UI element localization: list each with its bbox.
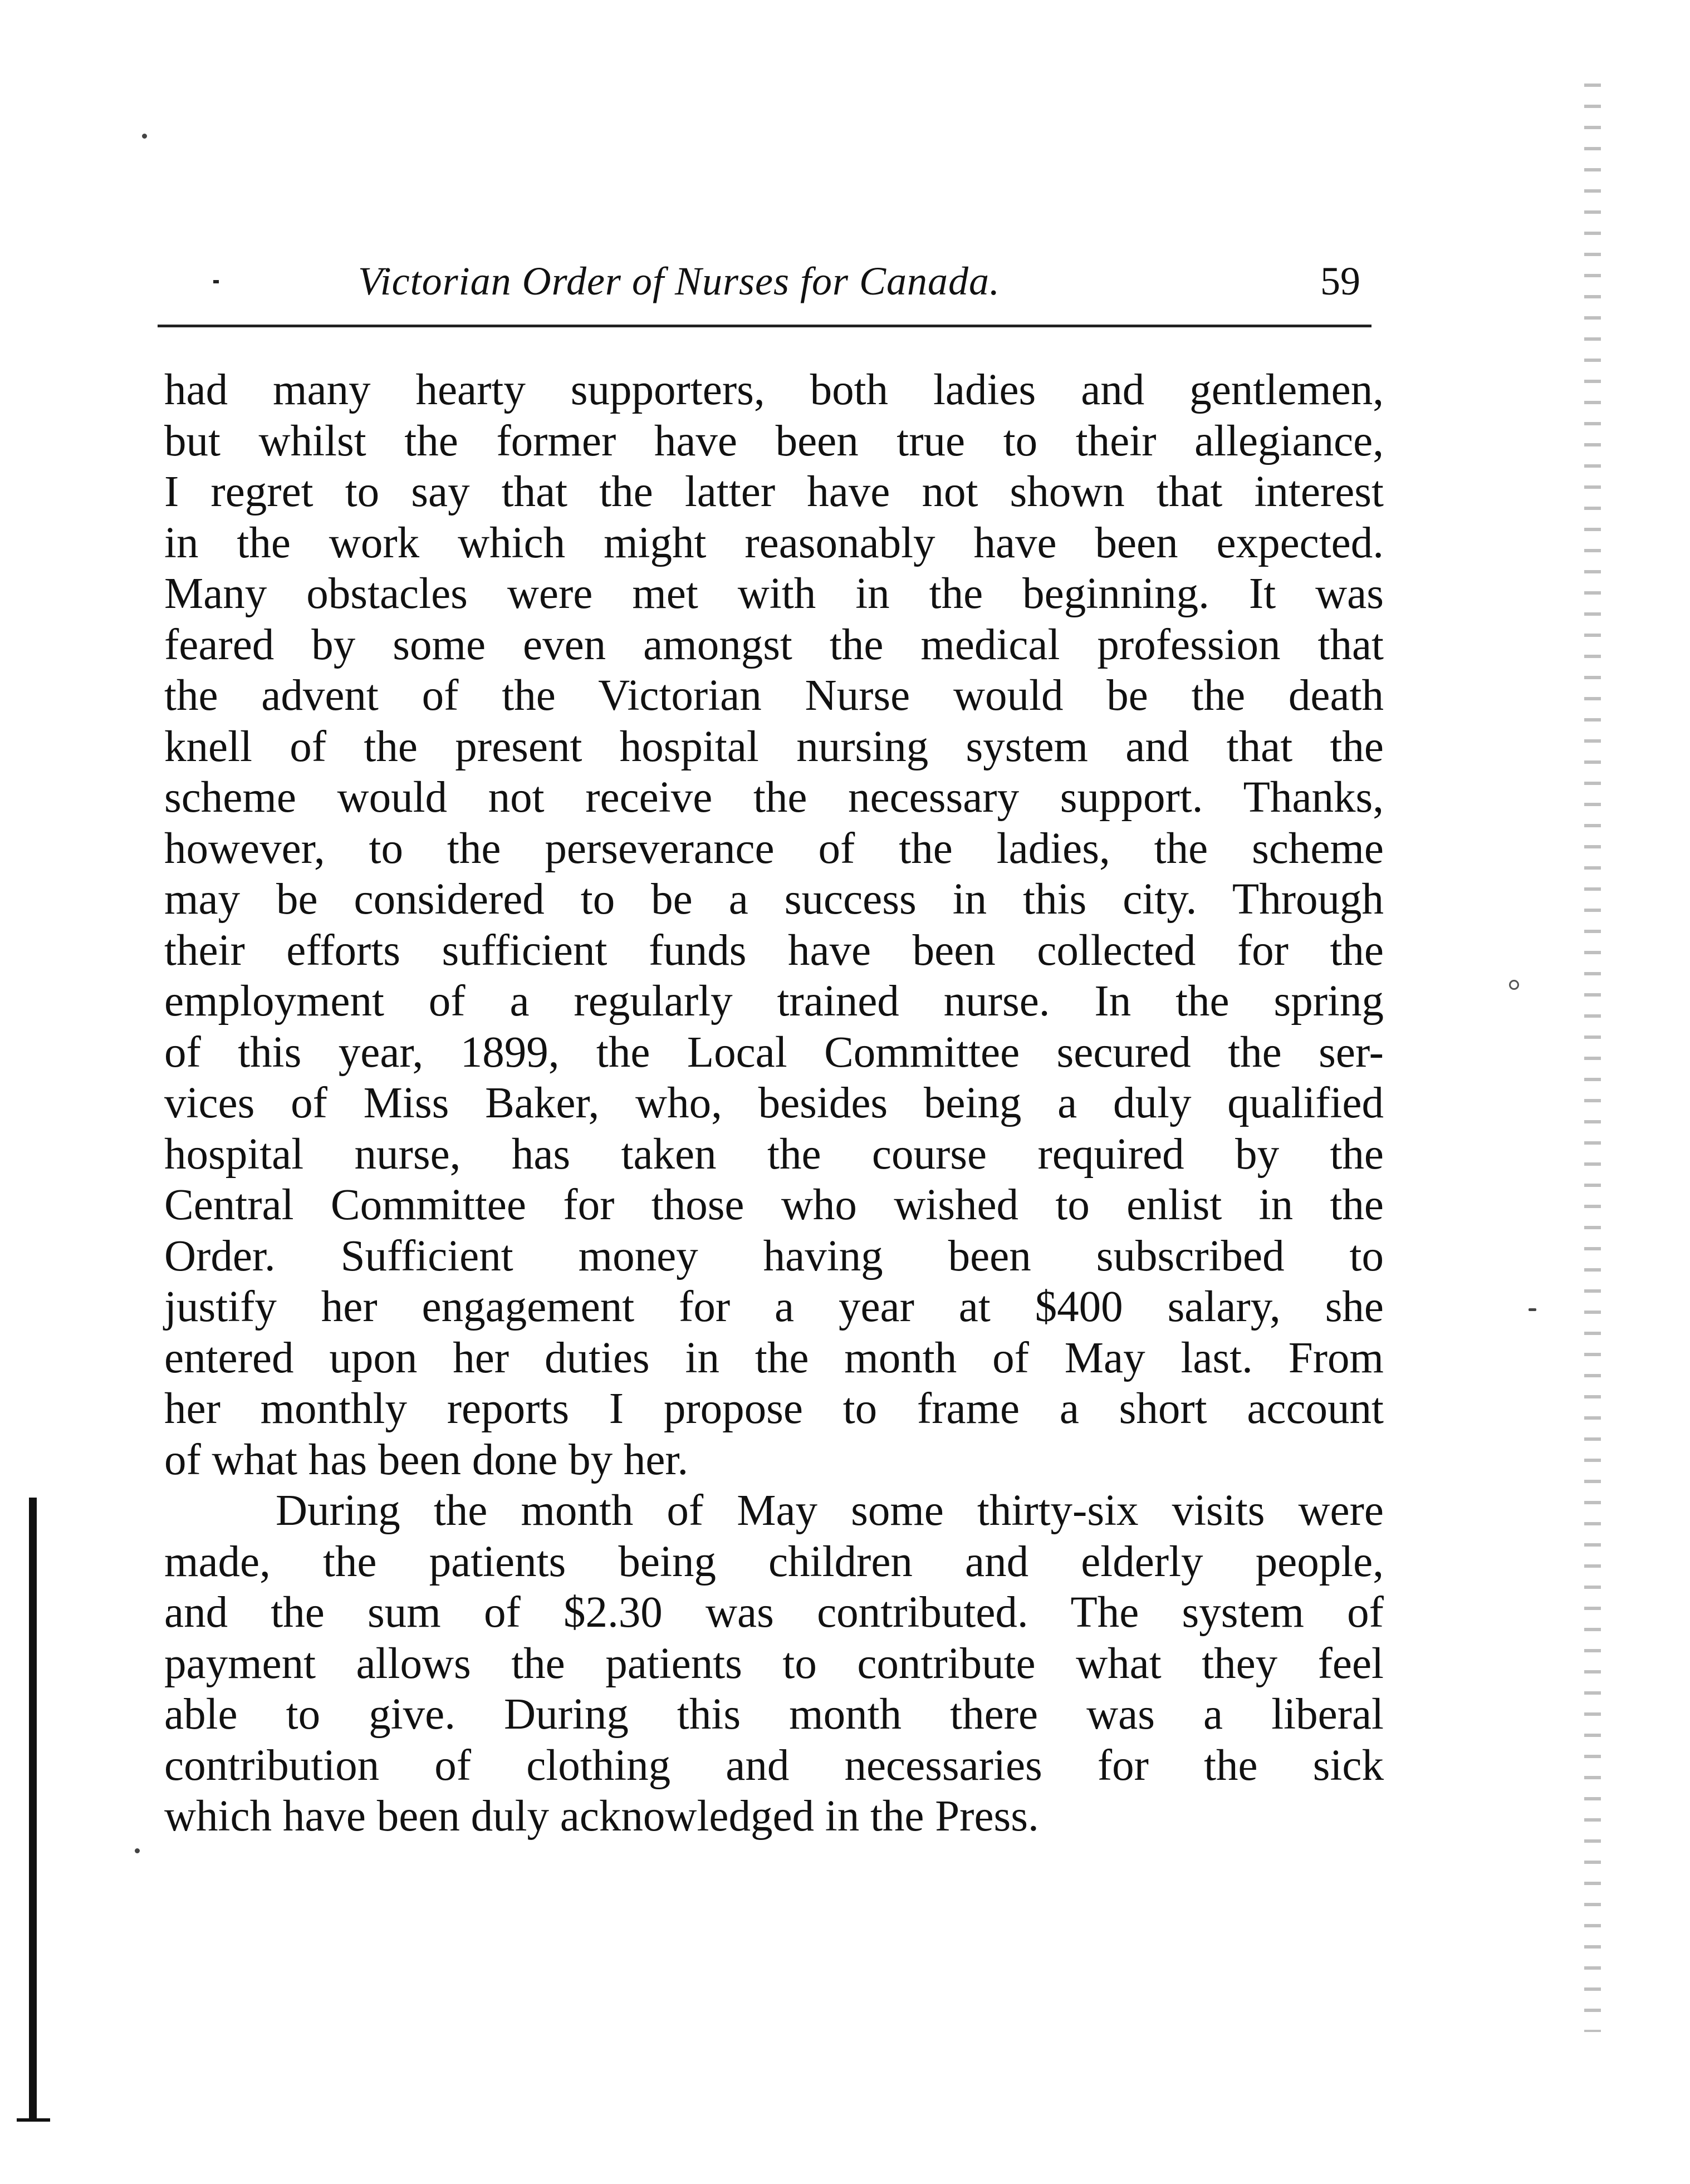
text-line: however, to the perseverance of the ladies, the scheme (164, 824, 1384, 873)
text-line-indented: During the month of May some thirty-six visits were (276, 1486, 1384, 1535)
text-line: had many hearty supporters, both ladies and gentlemen, (164, 366, 1384, 414)
text-line: justify her engagement for a year at $400 salary, she (164, 1283, 1384, 1331)
running-title: Victorian Order of Nurses for Canada. (358, 259, 1001, 303)
text-line: of this year, 1899, the Local Committee secured the ser- (164, 1028, 1384, 1077)
scan-edge-noise (1584, 84, 1601, 2032)
text-line: in the work which might reasonably have been expected. (164, 518, 1384, 567)
ornament-dot (213, 280, 219, 283)
text-line: payment allows the patients to contribute what they feel (164, 1639, 1384, 1688)
text-line: knell of the present hospital nursing system and that the (164, 722, 1384, 771)
text-line: but whilst the former have been true to their allegiance, (164, 416, 1384, 465)
text-line: scheme would not receive the necessary support. Thanks, (164, 773, 1384, 822)
margin-bar-foot (17, 2118, 50, 2122)
scan-speck (142, 134, 147, 139)
text-line: employment of a regularly trained nurse. In the spring (164, 977, 1384, 1025)
text-line: able to give. During this month there was a liberal (164, 1690, 1384, 1739)
scan-speck (1529, 1308, 1536, 1311)
header-rule (158, 325, 1371, 327)
text-line: hospital nurse, has taken the course required by the (164, 1130, 1384, 1179)
text-line: and the sum of $2.30 was contributed. The system of (164, 1588, 1384, 1637)
running-head (158, 253, 1371, 315)
text-line: feared by some even amongst the medical profession that (164, 620, 1384, 669)
margin-bar (29, 1498, 37, 2121)
text-line: which have been duly acknowledged in the Press. (164, 1792, 1039, 1841)
text-line: vices of Miss Baker, who, besides being a duly qualified (164, 1079, 1384, 1127)
text-line: may be considered to be a success in this city. Through (164, 875, 1384, 924)
body-text (164, 365, 1384, 1842)
scan-speck (135, 1848, 140, 1853)
text-line: their efforts sufficient funds have been collected for the (164, 926, 1384, 975)
text-line: Many obstacles were met with in the beginning. It was (164, 570, 1384, 618)
text-line: entered upon her duties in the month of May last. From (164, 1333, 1384, 1382)
text-line: her monthly reports I propose to frame a short account (164, 1385, 1384, 1433)
text-line: Central Committee for those who wished to enlist in the (164, 1181, 1384, 1229)
scan-speck (1509, 980, 1519, 990)
text-line: made, the patients being children and elderly people, (164, 1537, 1384, 1586)
text-line: I regret to say that the latter have not shown that interest (164, 468, 1384, 516)
text-line: of what has been done by her. (164, 1435, 689, 1484)
text-line: contribution of clothing and necessaries for the sick (164, 1741, 1384, 1790)
text-line: Order. Sufficient money having been subscribed to (164, 1231, 1384, 1280)
text-line: the advent of the Victorian Nurse would be the death (164, 671, 1384, 720)
page-number: 59 (1320, 259, 1360, 303)
